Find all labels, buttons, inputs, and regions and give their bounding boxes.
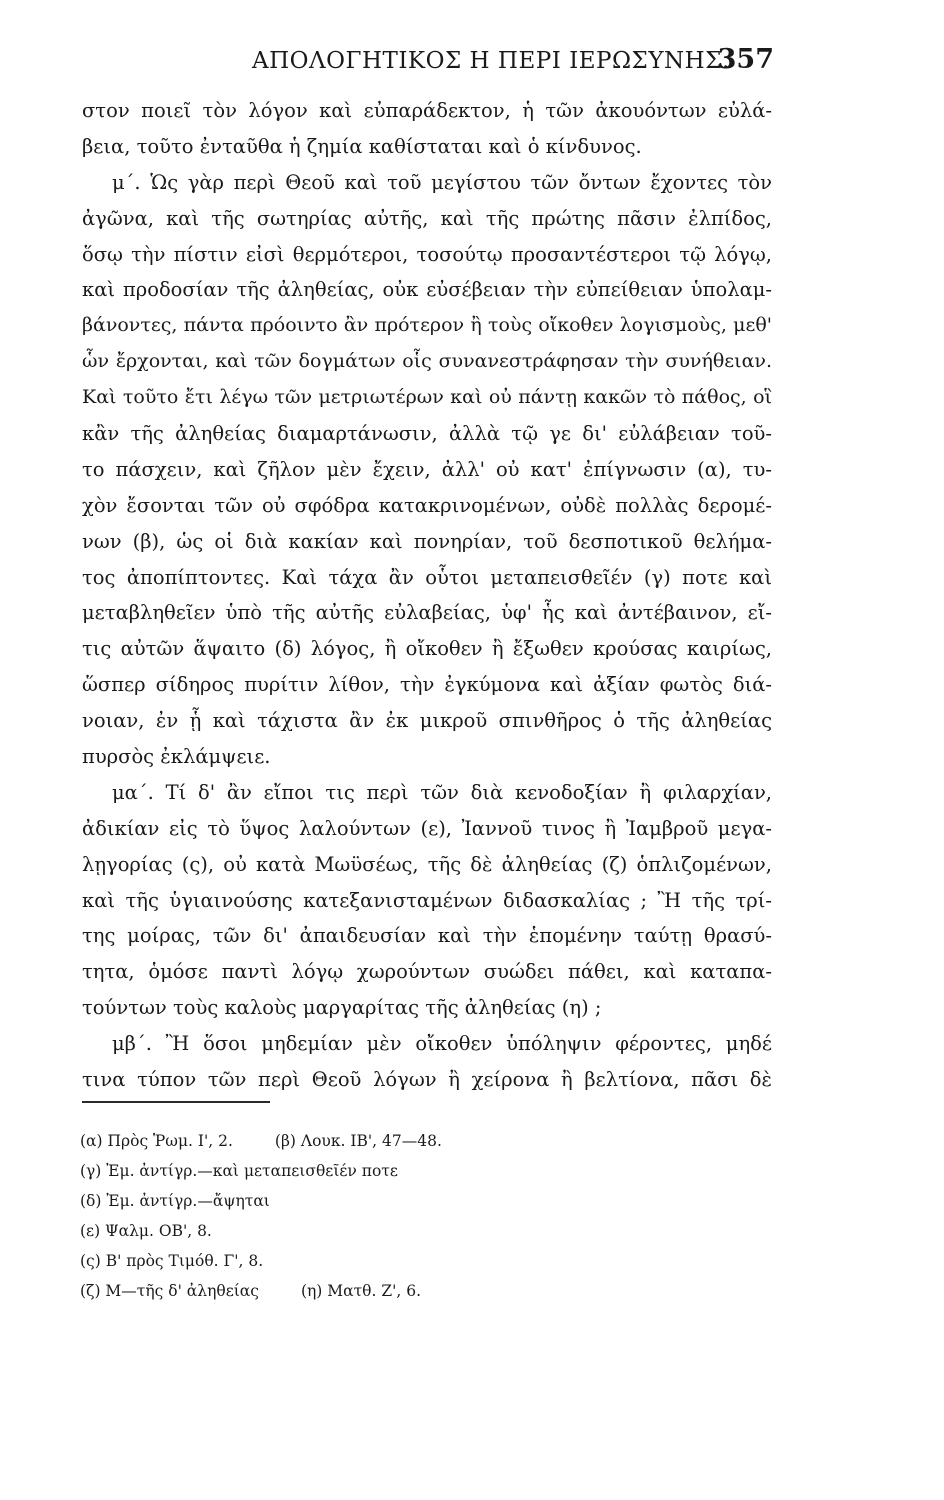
text-line: ὅσῳ τὴν πίστιν εἰσὶ θερμότεροι, τοσούτῳ προσαντέστεροι τῷ λόγῳ,: [82, 242, 772, 266]
page-number: 357: [717, 44, 774, 75]
section-41-start: μα΄. Τί δ' ἂν εἴποι τις περὶ τῶν διὰ κενοδοξίαν ἢ φιλαρχίαν,: [112, 780, 772, 804]
text-line: βεια, τοῦτο ἐνταῦθα ἡ ζημία καθίσταται καὶ ὁ κίνδυνος.: [82, 134, 642, 158]
body-text: [82, 93, 772, 1098]
text-line: ἀγῶνα, καὶ τῆς σωτηρίας αὐτῆς, καὶ τῆς πρώτης πᾶσιν ἐλπίδος,: [82, 206, 772, 230]
text-line: ἀδικίαν εἰς τὸ ὕψος λαλούντων (ε), Ἰαννοῦ τινος ἢ Ἰαμβροῦ μεγα-: [82, 816, 772, 840]
footnote-h: (η) Ματθ. Ζ', 6.: [300, 1282, 422, 1300]
text-line: πυρσὸς ἐκλάμψειε.: [82, 745, 271, 769]
text-line: νοιαν, ἐν ᾗ καὶ τάχιστα ἂν ἐκ μικροῦ σπινθῆρος ὁ τῆς ἀληθείας: [82, 709, 772, 733]
section-40-start: μ΄. Ὡς γὰρ περὶ Θεοῦ καὶ τοῦ μεγίστου τῶν ὄντων ἔχοντες τὸν: [112, 170, 772, 194]
text-line: τινα τύπον τῶν περὶ Θεοῦ λόγων ἢ χείρονα ἢ βελτίονα, πᾶσι δὲ: [82, 1068, 772, 1092]
section-42-start: μβ΄. Ἢ ὅσοι μηδεμίαν μὲν οἴκοθεν ὑπόληψιν φέροντες, μηδέ: [112, 1032, 772, 1056]
footnote-a: (α) Πρὸς Ῥωμ. Ι', 2.: [80, 1132, 233, 1150]
text-line: ὧν ἔρχονται, καὶ τῶν δογμάτων οἷς συνανεστράφησαν τὴν συνήθειαν.: [82, 350, 772, 373]
text-line: καὶ τῆς ὑγιαινούσης κατεξανισταμένων διδασκαλίας ; Ἢ τῆς τρί-: [82, 888, 772, 912]
text-line: χὸν ἔσονται τῶν οὐ σφόδρα κατακρινομένων, οὐδὲ πολλὰς δερομέ-: [82, 493, 772, 517]
footnote-d: (δ) Ἐμ. ἀντίγρ.—ἄψηται: [80, 1192, 270, 1210]
text-line: νων (β), ὡς οἱ διὰ κακίαν καὶ πονηρίαν, τοῦ δεσποτικοῦ θελήμα-: [82, 529, 772, 553]
footnote-row: [80, 1126, 580, 1156]
footnote-b: (β) Λουκ. ΙΒ', 47—48.: [274, 1132, 442, 1150]
footnote-rule: [82, 1101, 270, 1103]
footnote-e: (ε) Ψαλμ. ΟΒ', 8.: [80, 1222, 212, 1240]
text-line: καὶ προδοσίαν τῆς ἀληθείας, οὐκ εὐσέβειαν τὴν εὐπείθειαν ὑπολαμ-: [82, 278, 772, 302]
text-line: στον ποιεῖ τὸν λόγον καὶ εὐπαράδεκτον, ἡ τῶν ἀκουόντων εὐλά-: [82, 99, 772, 122]
text-line: κἂν τῆς ἀληθείας διαμαρτάνωσιν, ἀλλὰ τῷ γε δι' εὐλάβειαν τοῦ-: [82, 422, 772, 446]
text-line: της μοίρας, τῶν δι' ἀπαιδευσίαν καὶ τὴν ἑπομένην ταύτῃ θρασύ-: [82, 924, 772, 948]
footnote-s: (ς) Β' πρὸς Τιμόθ. Γ', 8.: [80, 1252, 264, 1270]
footnote-g: (γ) Ἐμ. ἀντίγρ.—καὶ μεταπεισθεῖέν ποτε: [80, 1162, 398, 1180]
text-line: μεταβληθεῖεν ὑπὸ τῆς αὐτῆς εὐλαβείας, ὑφ' ἧς καὶ ἀντέβαινον, εἴ-: [82, 601, 772, 625]
text-line: τις αὐτῶν ἅψαιτο (δ) λόγος, ἢ οἴκοθεν ἢ ἔξωθεν κρούσας καιρίως,: [82, 637, 772, 661]
text-line: τούντων τοὺς καλοὺς μαργαρίτας τῆς ἀληθείας (η) ;: [82, 996, 602, 1020]
text-line: ὥσπερ σίδηρος πυρίτιν λίθον, τὴν ἐγκύμονα καὶ ἀξίαν φωτὸς διά-: [82, 673, 772, 697]
running-head: [82, 44, 772, 80]
text-line: τητα, ὁμόσε παντὶ λόγῳ χωρούντων συώδει πάθει, καὶ καταπα-: [82, 960, 772, 984]
running-title: ΑΠΟΛΟΓΗΤΙΚΟΣ Η ΠΕΡΙ ΙΕΡΩΣΥΝΗΣ.: [252, 48, 730, 74]
text-line: βάνοντες, πάντα πρόοιντο ἂν πρότερον ἢ τοὺς οἴκοθεν λογισμοὺς, μεθ': [82, 314, 772, 337]
footnote-row: [80, 1276, 580, 1306]
text-line: Καὶ τοῦτο ἔτι λέγω τῶν μετριωτέρων καὶ οὐ πάντῃ κακῶν τὸ πάθος, οἳ: [82, 386, 772, 409]
text-line: τος ἀποπίπτοντες. Καὶ τάχα ἂν οὗτοι μεταπεισθεῖέν (γ) ποτε καὶ: [82, 565, 772, 589]
text-line: λῃγορίας (ς), οὐ κατὰ Μωϋσέως, τῆς δὲ ἀληθείας (ζ) ὁπλιζομένων,: [82, 852, 772, 876]
footnotes: [80, 1126, 580, 1306]
footnote-z: (ζ) Μ—τῆς δ' ἀληθείας: [80, 1282, 259, 1300]
text-line: το πάσχειν, καὶ ζῆλον μὲν ἔχειν, ἀλλ' οὐ κατ' ἐπίγνωσιν (α), τυ-: [82, 457, 772, 481]
